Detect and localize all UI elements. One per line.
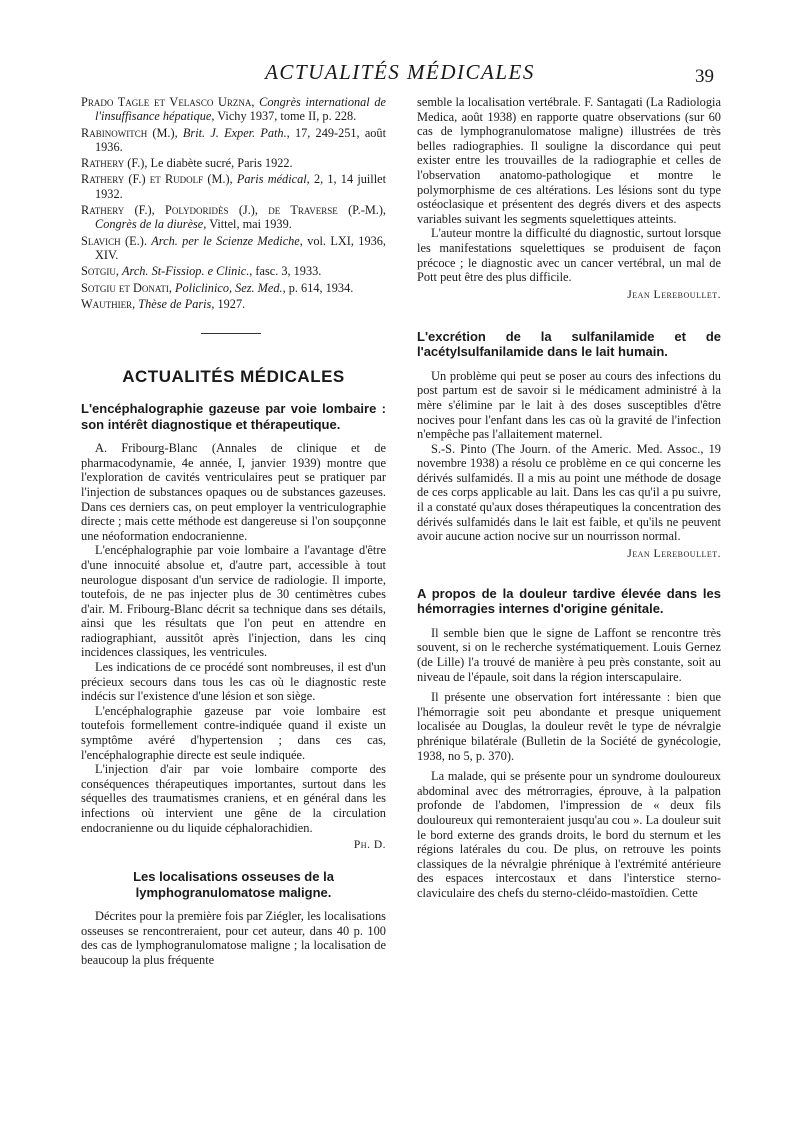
paragraph: Décrites pour la première fois par Ziégler, les localisations osseuses se rencontreraient, pour cet auteur, dans 40 p. 100 des cas de lymphogranulomatose maligne ; la localisation de beaucoup la plus fréquente [81,909,386,967]
divider-rule [201,333,261,334]
author-signature: Jean Lereboullet. [627,547,721,560]
paragraph: Il semble bien que le signe de Laffont se rencontre très souvent, si on le recherche systématiquement. Louis Gernez (de Lille) l'a trouvé de manière à peu près constante, soit au niveau de l'épaule, soit dans la région interscapulaire. [417,625,721,684]
section-title: ACTUALITÉS MÉDICALES [122,367,345,387]
running-head: ACTUALITÉS MÉDICALES [265,60,535,84]
author-signature: Jean Lereboullet. [627,288,721,301]
reference-item: Rathery (F.), Polydoridès (J.), de Traverse (P.-M.), Congrès de la diurèse, Vittel, mai 1939. [81,203,386,232]
paragraph: A. Fribourg-Blanc (Annales de clinique et de pharmacodynamie, 4e année, I, janvier 1939) montre que l'exploration de cavités ventriculaires peut se pratiquer par l'injection de substances opaques ou de substances gazeuses. Dans ces derniers cas, on peut employer la ventriculographie directe ; mais cette méthode est dangereuse si l'on soupçonne une néoformation endocranienne. [81,441,386,543]
reference-item: Sotgiu, Arch. St-Fissiop. e Clinic., fasc. 3, 1933. [81,264,322,279]
paragraph: L'injection d'air par voie lombaire comporte des conséquences thérapeutiques importantes, surtout dans les séquelles des traumatismes craniens, et en général dans les infections où intervient une gêne de la circulation endocranienne ou du liquide céphalorachidien. [81,762,386,835]
reference-item: Rabinowitch (M.), Brit. J. Exper. Path., 17, 249-251, août 1936. [81,125,386,154]
article-body [81,909,386,967]
article-body [417,369,721,544]
article-body [81,441,386,835]
article-title: L'excrétion de la sulfanilamide et de l'acétylsulfanilamide dans le lait humain. [417,328,721,360]
reference-item: Prado Tagle et Velasco Urzna, Congrès international de l'insuffisance hépatique, Vichy 1937, tome II, p. 228. [81,95,386,124]
paragraph: La malade, qui se présente pour un syndrome douloureux abdominal avec des métrorragies, éprouve, à la palpation profonde de l'abdomen, l'impression de « deux fils douloureux qui remonteraient jusqu'au cou ». La douleur suit le bord externe des grands droits, le bord du sternum et les régions latérales du cou. De plus, on retrouve les points classiques de la névralgie phrénique à l'extrémité antérieure des espaces intercostaux et dans l'interstice sterno-claviculaire des chefs du sterno-cléido-mastoïdien. Cette [417,769,721,900]
paragraph: L'encéphalographie par voie lombaire a l'avantage d'être d'une innocuité absolue et, d'autre part, accessible à tout neurologue disposant d'un service de radiologie. Il importe, toutefois, de ne pas injecter plus de 30 centimètres cubes d'air. M. Fribourg-Blanc décrit sa technique dans ses détails, ainsi que les résultats que l'on peut en attendre en radiographiant, aussitôt après l'injection, dans les cinq incidences classiques, les ventricules. [81,543,386,660]
reference-item: Rathery (F.) et Rudolf (M.), Paris médical, 2, 1, 14 juillet 1932. [81,172,387,201]
reference-item: Wauthier, Thèse de Paris, 1927. [81,296,246,311]
page-number: 39 [695,66,714,87]
left-column [81,95,386,968]
article-title: L'encéphalographie gazeuse par voie lombaire : son intérêt diagnostique et thérapeutique. [81,401,386,432]
article-body [417,626,721,901]
article-body [417,95,721,285]
paragraph: Il présente une observation fort intéressante : bien que l'hémorragie soit peu abondante et presque uniquement localisée au Douglas, la douleur revêt le type de névralgie phrénique bilatérale (Bulletin de la Société de gynécologie, 1938, no 5, p. 370). [417,690,721,763]
paragraph: L'auteur montre la difficulté du diagnostic, surtout lorsque les manifestations squelettiques se produisent de façon précoce ; le diagnostic avec un cancer vertébral, un mal de Pott peut être des plus difficile. [417,226,721,285]
reference-list [81,95,386,311]
right-column [417,95,721,901]
author-signature: Ph. D. [353,839,386,852]
paragraph: S.-S. Pinto (The Journ. of the Americ. Med. Assoc., 19 novembre 1938) a résolu ce problème en ce qui concerne les dérivés sulfamidés. Il a mis au point une méthode de dosage de ces corps applicable au lait. Dans les cas qu'il a pu suivre, il a constaté qu'aux doses thérapeutiques la concentration des dérivés sulfamidés dans le lait est faible, et qu'ils ne peuvent avoir aucune action nocive sur un nourrisson normal. [417,441,721,544]
paragraph: L'encéphalographie gazeuse par voie lombaire est toutefois formellement contre-indiquée quand il existe un symptôme avéré d'hypertension ; dans ces cas, l'encéphalographie directe est seule indiquée. [81,703,386,762]
paragraph: Un problème qui peut se poser au cours des infections du post partum est de savoir si le médicament administré à la mère s'élimine par le lait à des doses susceptibles d'être nocives pour l'enfant dans les cas où la gravité de l'infection n'empêche pas l'allaitement maternel. [417,368,721,442]
reference-item: Sotgiu et Donati, Policlinico, Sez. Med., p. 614, 1934. [81,280,354,295]
article-title: Les localisations osseuses de la lymphogranulomatose maligne. [133,869,334,900]
paragraph: Les indications de ce procédé sont nombreuses, il est d'un précieux secours dans tous les cas où le diagnostic reste indécis sur l'existence d'une lésion et son siège. [81,660,386,704]
reference-item: Rathery (F.), Le diabète sucré, Paris 1922. [81,156,293,171]
reference-item: Slavich (E.). Arch. per le Scienze Mediche, vol. LXI, 1936, XIV. [81,233,386,262]
article-title: A propos de la douleur tardive élevée dans les hémorragies internes d'origine génitale. [417,585,721,617]
paragraph: semble la localisation vertébrale. F. Santagati (La Radiologia Medica, août 1938) en rapporte quatre observations (sur 60 cas de lymphogranulomatose maligne) illustrées de très belles radiographies. Il souligne la discordance qui peut exister entre les trouvailles de la radiographie et celles de l'observation anatomo-pathologique et montre le polymorphisme de ces altérations. Les lésions sont du type ostéoclasique et présentent des degrés divers et des aspects variables suivant les segments squelettiques atteints. [417,95,721,226]
